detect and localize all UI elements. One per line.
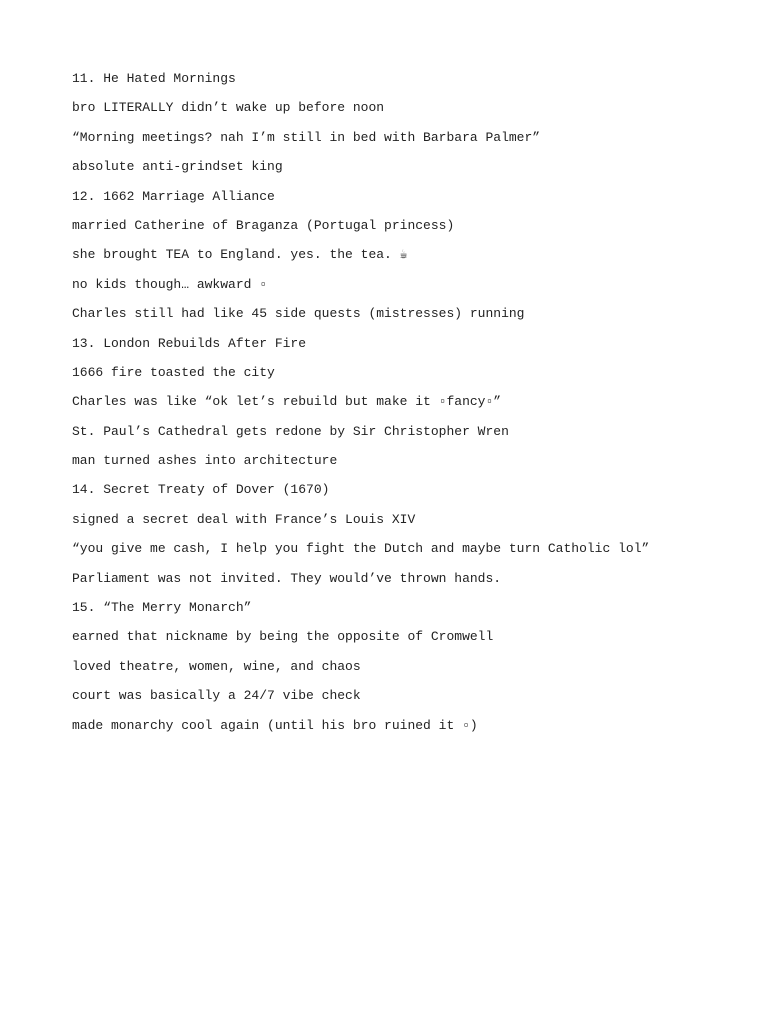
- body-line: absolute anti-grindset king: [72, 159, 283, 175]
- body-line: Charles was like “ok let’s rebuild but make it ▫fancy▫”: [72, 394, 502, 410]
- section-heading: 14. Secret Treaty of Dover (1670): [72, 482, 330, 498]
- body-line: earned that nickname by being the opposite of Cromwell: [72, 629, 494, 645]
- body-line: married Catherine of Braganza (Portugal princess): [72, 217, 455, 233]
- body-line: Charles still had like 45 side quests (mistresses) running: [72, 306, 525, 322]
- body-line: loved theatre, women, wine, and chaos: [72, 658, 361, 674]
- body-line: “you give me cash, I help you fight the Dutch and maybe turn Catholic lol”: [72, 541, 650, 557]
- section-heading: 13. London Rebuilds After Fire: [72, 335, 307, 351]
- body-line: 1666 fire toasted the city: [72, 364, 275, 380]
- document-body: [72, 69, 742, 745]
- section-heading: 15. “The Merry Monarch”: [72, 600, 252, 616]
- body-line: Parliament was not invited. They would’ve thrown hands.: [72, 570, 502, 586]
- body-line: signed a secret deal with France’s Louis XIV: [72, 511, 416, 527]
- body-line: no kids though… awkward ▫: [72, 276, 268, 292]
- body-line: “Morning meetings? nah I’m still in bed with Barbara Palmer”: [72, 129, 541, 145]
- body-line: made monarchy cool again (until his bro ruined it ▫): [72, 717, 478, 733]
- body-line: St. Paul’s Cathedral gets redone by Sir Christopher Wren: [72, 423, 509, 439]
- section-heading: 11. He Hated Mornings: [72, 71, 236, 86]
- section-heading: 12. 1662 Marriage Alliance: [72, 188, 275, 204]
- body-line: she brought TEA to England. yes. the tea. ☕: [72, 247, 408, 263]
- body-line: man turned ashes into architecture: [72, 453, 338, 469]
- body-line: bro LITERALLY didn’t wake up before noon: [72, 100, 385, 116]
- body-line: court was basically a 24/7 vibe check: [72, 688, 361, 704]
